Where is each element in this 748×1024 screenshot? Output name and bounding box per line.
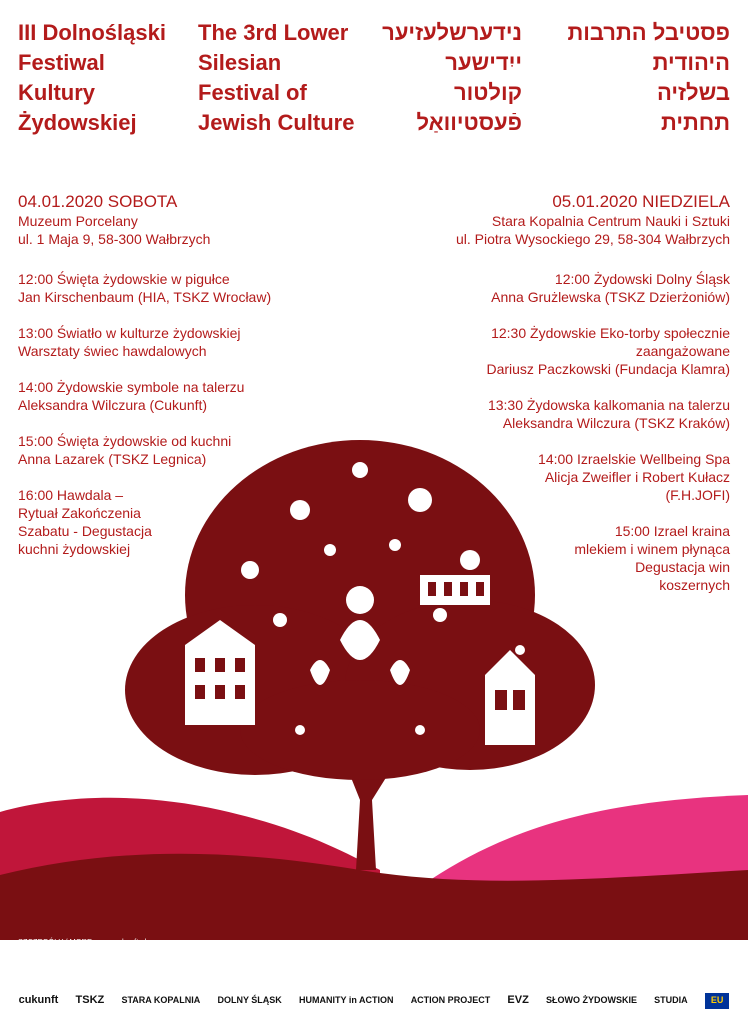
logo-text: cukunft — [18, 994, 59, 1006]
day2-venue: Stara Kopalnia Centrum Nauki i Sztuki — [491, 213, 730, 229]
title-line: בשלזיה — [656, 80, 730, 105]
day1-header — [18, 192, 338, 248]
slowo-zydowskie-logo — [546, 996, 637, 1006]
event-line: Warsztaty świec hawdalowych — [18, 343, 207, 359]
credit-line: Bethanie Martin, Dominika Burakiewicz, Ioannis Stylianidis: ZESPÓŁ PROJEKTOWY / PROJECT TEAM — [383, 957, 730, 966]
title-line: The 3rd Lower — [198, 20, 349, 45]
event-line: Anna Lazarek (TSKZ Legnica) — [18, 451, 207, 467]
day1-venue: Muzeum Porcelany — [18, 213, 138, 229]
day1-address: ul. 1 Maja 9, 58-300 Wałbrzych — [18, 231, 211, 247]
day1-date: 04.01.2020 SOBOTA — [18, 192, 178, 211]
event-line: 14:00 Żydowskie symbole na talerzu — [18, 379, 245, 395]
cukunft-logo — [19, 996, 59, 1006]
logo-text: ACTION PROJECT — [410, 995, 491, 1005]
event-item — [370, 324, 730, 378]
logo-text: EU — [710, 995, 724, 1005]
event-line: Anna Grużlewska (TSKZ Dzierżoniów) — [491, 289, 730, 305]
event-item — [18, 432, 348, 468]
event-line: 16:00 Hawdala – — [18, 487, 124, 503]
evz-logo — [507, 996, 528, 1006]
event-line: kuchni żydowskiej — [18, 541, 131, 557]
studia-logo — [654, 996, 688, 1006]
logo-text: SŁOWO ŻYDOWSKIE — [545, 995, 637, 1005]
title-line: פֿעסטיוואַל — [416, 110, 522, 135]
title-line: Silesian — [198, 50, 282, 75]
credit-line: PROJEKTANT GRAFICZNY / GRAPHIC DESIGNER: Bethanie Martin — [18, 957, 251, 966]
day2-date: 05.01.2020 NIEDZIELA — [552, 192, 730, 211]
title-line: תחתית — [661, 110, 730, 135]
day2-address: ul. Piotra Wysockiego 29, 58-304 Wałbrzych — [455, 231, 730, 247]
logo-text: EVZ — [507, 994, 529, 1006]
tskz-logo — [76, 996, 105, 1006]
credits-right — [384, 947, 730, 967]
event-line: zaangażowane — [635, 343, 730, 359]
title-line: Żydowskiej — [18, 110, 137, 135]
credit-line: ARTYSTA / PAPER CUT ARTIST: Joanna Matyjasek — [18, 947, 192, 956]
eu-flag-logo — [705, 993, 730, 1009]
logo-text: STARA KOPALNIA — [121, 995, 201, 1005]
event-line: (F.H.JOFI) — [665, 487, 730, 503]
event-item — [370, 450, 730, 504]
event-line: Szabatu - Degustacja — [18, 523, 152, 539]
event-item — [370, 522, 730, 594]
event-line: Rytuał Zakończenia — [18, 505, 141, 521]
credits-left — [18, 937, 251, 967]
action-project-logo — [411, 996, 491, 1006]
logo-text: STUDIA — [654, 995, 688, 1005]
event-line: 13:30 Żydowska kalkomania na talerzu — [487, 397, 730, 413]
logo-text: TSKZ — [75, 994, 105, 1006]
event-line: Dariusz Paczkowski (Fundacja Klamra) — [486, 361, 730, 377]
title-line: Festival of — [198, 80, 307, 105]
title-line: היהודית — [652, 50, 730, 75]
event-line: 13:00 Światło w kulturze żydowskiej — [18, 325, 241, 341]
title-line: ייִדישער — [445, 50, 522, 75]
event-item — [18, 378, 348, 414]
day1-events — [18, 270, 348, 576]
title-polish — [18, 18, 166, 138]
event-line: Degustacja win — [635, 559, 730, 575]
title-line: Jewish Culture — [198, 110, 355, 135]
event-line: 12:30 Żydowskie Eko-torby społecznie — [491, 325, 730, 341]
title-hebrew — [548, 18, 730, 138]
event-item — [370, 270, 730, 306]
sponsor-logos-strip — [0, 978, 748, 1024]
title-line: Festiwal — [18, 50, 105, 75]
event-line: koszernych — [659, 577, 730, 593]
credit-line: Aleksandra Wilczura: DYREKTOR / DIRECTOR OF THE FESTIVAL — [504, 947, 730, 956]
event-line: 15:00 Święta żydowskie od kuchni — [18, 433, 232, 449]
logo-text: DOLNY ŚLĄSK — [217, 995, 282, 1005]
event-item — [18, 324, 348, 360]
event-item — [18, 270, 348, 306]
dolny-slask-logo — [217, 996, 281, 1006]
event-line: mlekiem i winem płynąca — [574, 541, 730, 557]
event-line: 12:00 Żydowski Dolny Śląsk — [554, 271, 730, 287]
event-item — [18, 486, 348, 558]
event-line: Aleksandra Wilczura (Cukunft) — [18, 397, 208, 413]
day2-header — [370, 192, 730, 248]
event-line: 15:00 Izrael kraina — [614, 523, 730, 539]
event-line: Jan Kirschenbaum (HIA, TSKZ Wrocław) — [18, 289, 272, 305]
title-line: קולטור — [453, 80, 522, 105]
logo-text: HUMANITY in ACTION — [299, 995, 394, 1005]
title-line: פסטיבל התרבות — [567, 20, 730, 45]
title-english — [198, 18, 354, 138]
event-line: 12:00 Święta żydowskie w pigułce — [18, 271, 230, 287]
title-line: III Dolnośląski — [18, 20, 166, 45]
tree-trunk — [348, 768, 392, 870]
day2-events — [370, 270, 730, 612]
stara-kopalnia-logo — [121, 996, 200, 1006]
event-item — [370, 396, 730, 432]
event-line: Aleksandra Wilczura (TSKZ Kraków) — [502, 415, 730, 431]
title-line: Kultury — [18, 80, 95, 105]
title-yiddish — [362, 18, 522, 138]
event-line: Alicja Zweifler i Robert Kułacz — [544, 469, 730, 485]
humanity-in-action-logo — [299, 996, 394, 1006]
title-line: נידערשלעזיער — [382, 20, 522, 45]
event-line: 14:00 Izraelskie Wellbeing Spa — [538, 451, 730, 467]
credit-line-website[interactable]: SZCZEGÓŁY / MORE: www.cukunft.pl — [18, 937, 147, 946]
